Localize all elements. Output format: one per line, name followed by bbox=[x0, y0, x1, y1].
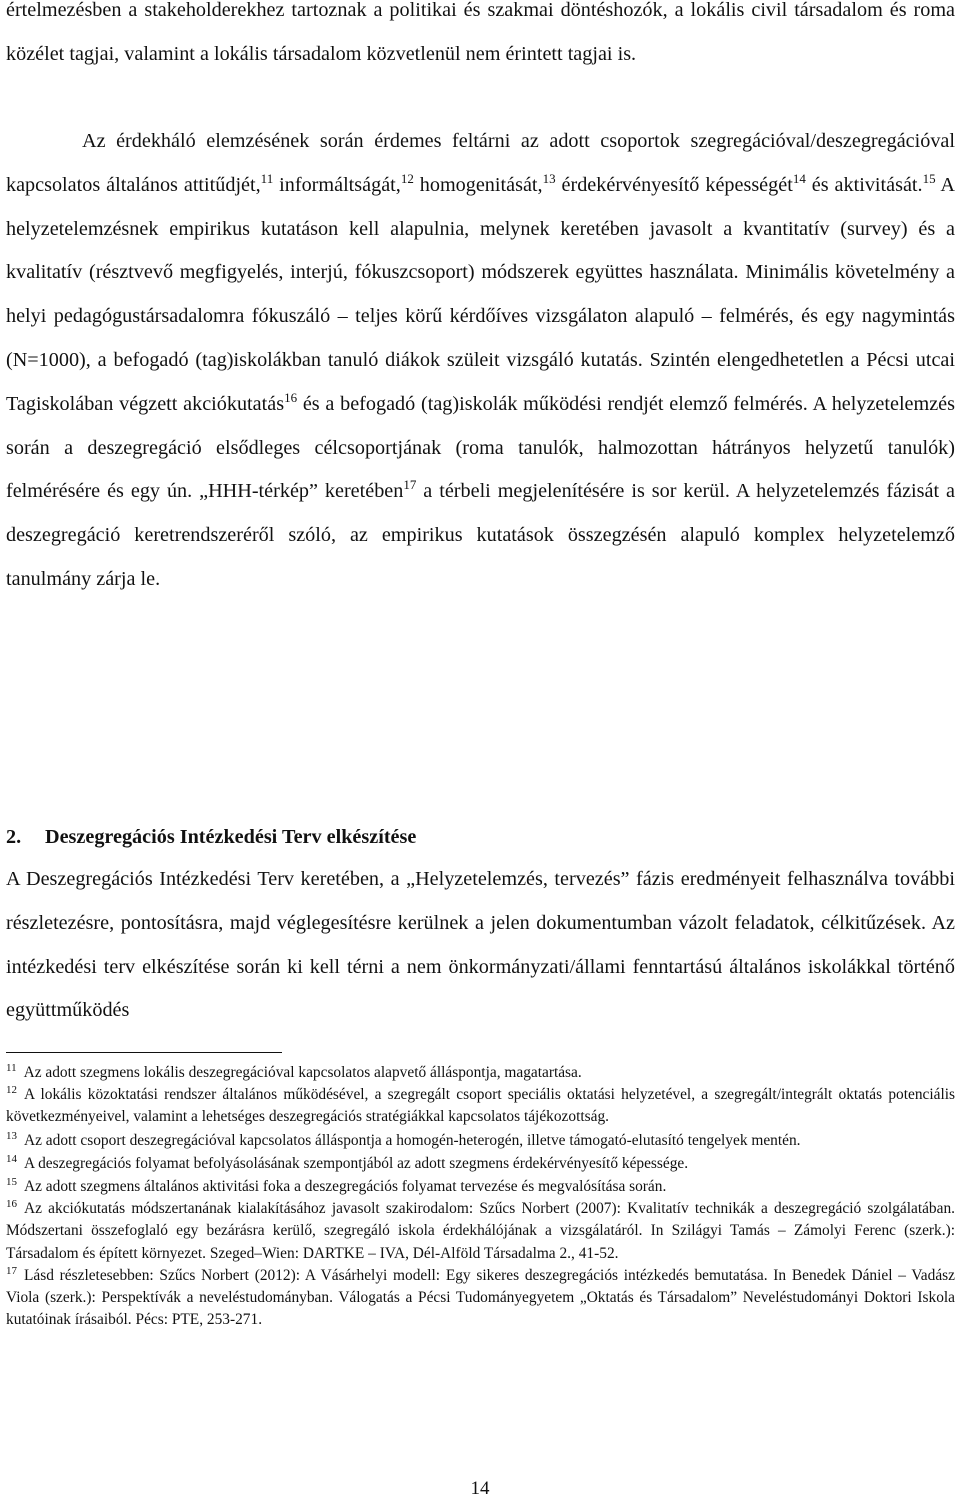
paragraph-action-plan bbox=[6, 858, 955, 1033]
paragraph-1-text: értelmezésben a stakeholderekhez tartoznak a politikai és szakmai döntéshozók, a lokális civil társadalom és roma közélet tagjai, valamint a lokális társadalom közvetlenül nem érintett tagjai is. bbox=[6, 0, 955, 65]
footnote-11 bbox=[6, 1062, 955, 1084]
footnote-16 bbox=[6, 1198, 955, 1265]
footnote-number: 17 bbox=[6, 1264, 17, 1277]
section-heading bbox=[6, 815, 416, 859]
paragraph-situation-analysis bbox=[6, 120, 955, 602]
footnote-ref-13[interactable]: 13 bbox=[542, 170, 556, 186]
footnote-ref-16[interactable]: 16 bbox=[284, 389, 298, 405]
paragraph-2-text: Az érdekháló elemzésének során érdemes feltárni az adott csoportok szegregációval/deszegregációval kapcsolatos általános attitűdjét, bbox=[6, 130, 955, 196]
paragraph-stakeholders bbox=[6, 0, 955, 77]
footnote-17 bbox=[6, 1265, 955, 1332]
footnotes bbox=[6, 1062, 955, 1331]
paragraph-3-text: A Deszegregációs Intézkedési Terv keretében, a „Helyzetelemzés, tervezés” fázis eredményeit felhasználva további részletezésre, pontosításra, majd véglegesítésre kerülnek a jelen dokumentumban vázolt feladatok, célkitűzések. Az intézkedési terv elkészítése során ki kell térni a nem önkormányzati/állami fenntartású általános iskolákkal történő együttműködés bbox=[6, 868, 955, 1022]
footnote-ref-14[interactable]: 14 bbox=[792, 170, 806, 186]
paragraph-2-text: és a befogadó (tag)iskolák működési rendjét elemző felmérés. A helyzetelemzés során a deszegregáció elsődleges célcsoportjának (roma tanulók, halmozottan hátrányos helyzetű tanulók) felmérésére és egy ún. „HHH-térkép” keretében bbox=[6, 392, 955, 503]
paragraph-2-text: a térbeli megjelenítésére is sor kerül. A helyzetelemzés fázisát a deszegregáció keretrendszeréről szóló, az empirikus kutatások összegzésén alapuló komplex helyzetelemző tanulmány zárja le. bbox=[6, 480, 955, 590]
footnote-ref-12[interactable]: 12 bbox=[400, 170, 414, 186]
section-number: 2. bbox=[6, 826, 22, 848]
footnote-ref-15[interactable]: 15 bbox=[922, 170, 936, 186]
footnote-number: 16 bbox=[6, 1198, 17, 1211]
footnote-text: A lokális közoktatási rendszer általános működésével, a szegregált csoport speciális oktatási helyzetével, a szegregált/integrált oktatás potenciális következményeivel, valamint a lehetséges deszegregációs stratégiákkal kapcsolatos tájékozottság. bbox=[6, 1086, 955, 1126]
footnote-text: A deszegregációs folyamat befolyásolásának szempontjából az adott szegmens érdekérvényesítő képessége. bbox=[24, 1154, 689, 1172]
footnote-ref-11[interactable]: 11 bbox=[260, 170, 274, 186]
footnote-number: 12 bbox=[6, 1084, 17, 1097]
footnote-number: 14 bbox=[6, 1152, 17, 1165]
footnote-15 bbox=[6, 1176, 955, 1198]
footnote-ref-17[interactable]: 17 bbox=[403, 477, 417, 493]
footnote-number: 11 bbox=[6, 1061, 17, 1074]
footnote-text: Az akciókutatás módszertanának kialakításához javasolt szakirodalom: Szűcs Norbert (2007): Kvalitatív technikák a deszegregáció szolgálatában. Módszertani összefoglaló egy bezárásra kerülő, szegregáló iskola érdekhálójának a vizsgálatáról. In Szilágyi Tamás – Zámolyi Ferenc (szerk.): Társadalom és épített környezet. Szeged–Wien: DARTKE – IVA, Dél-Alföld Társadalma 2., 41-52. bbox=[6, 1200, 955, 1262]
paragraph-2-text: homogenitását, bbox=[413, 173, 543, 196]
footnote-text: Az adott csoport deszegregációval kapcsolatos álláspontja a homogén-heterogén, illetve támogató-elutasító tengelyek mentén. bbox=[24, 1131, 801, 1149]
footnote-text: Az adott szegmens általános aktivitási foka a deszegregációs folyamat tervezése és megvalósítása során. bbox=[24, 1178, 667, 1196]
footnote-number: 13 bbox=[6, 1129, 17, 1142]
footnote-number: 15 bbox=[6, 1175, 17, 1188]
page-number: 14 bbox=[470, 1478, 490, 1499]
footnote-separator bbox=[6, 1052, 282, 1053]
paragraph-2-text: érdekérvényesítő képességét bbox=[555, 173, 793, 196]
footnote-text: Lásd részletesebben: Szűcs Norbert (2012): A Vásárhelyi modell: Egy sikeres deszegregációs intézkedés bemutatása. In Benedek Dániel – Vadász Viola (szerk.): Perspektívák a neveléstudományban. Válogatás a Pécsi Tudományegyetem „Oktatás és Társadalom” Neveléstudományi Doktori Iskola kutatóinak írásaiból. Pécs: PTE, 253-271. bbox=[6, 1266, 955, 1329]
section-title: Deszegregációs Intézkedési Terv elkészítése bbox=[45, 826, 417, 848]
footnote-12 bbox=[6, 1084, 955, 1128]
footnote-13 bbox=[6, 1130, 955, 1152]
paragraph-2-text: A helyzetelemzésnek empirikus kutatáson kell alapulnia, melynek keretében javasolt a kvantitatív (survey) és a kvalitatív (résztvevő megfigyelés, interjú, fókuszcsoport) módszerek együttes használata. Minimális követelmény a helyi pedagógustársadalomra fókuszáló – teljes körű kérdőíves vizsgálaton alapuló – felmérés, és egy nagymintás (N=1000), a befogadó (tag)iskolákban tanuló diákok szüleit vizsgáló kutatás. Szintén elengedhetetlen a Pécsi utcai Tagiskolában végzett akciókutatás bbox=[6, 173, 956, 415]
footnote-14 bbox=[6, 1153, 955, 1175]
footnote-text: Az adott szegmens lokális deszegregációval kapcsolatos alapvető álláspontja, magatartása. bbox=[23, 1064, 582, 1081]
paragraph-2-text: és aktivitását. bbox=[805, 173, 923, 196]
paragraph-2-text: informáltságát, bbox=[273, 173, 401, 196]
